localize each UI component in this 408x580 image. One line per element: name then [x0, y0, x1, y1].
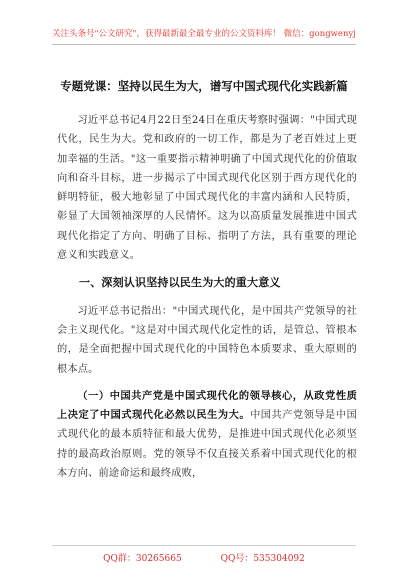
footer-divider: [52, 545, 356, 546]
paragraph-2: 习近平总书记指出："中国式现代化，是中国共产党领导的社会主义现代化。"这是对中国式现代化定性的话，是管总、管根本的，是全面把握中国式现代化的中国特色本质要求、重大原则的根本点。: [57, 305, 357, 375]
footer: [0, 551, 408, 564]
document-body: [57, 111, 357, 483]
paragraph-3-lead: （一）中国共产党是中国式现代化的领导核心，从政党性质上决定了中国式现代化必然以民生为大。: [57, 389, 357, 422]
footer-qq-number: QQ号：535304092: [220, 554, 305, 564]
paragraph-intro: 习近平总书记4月22日至24日在重庆考察时强调："中国式现代化，民生为大。党和政府的一切工作，都是为了老百姓过上更加幸福的生活。"这一重要指示精神明确了中国式现代化的价值取向和奋斗目标，进一步揭示了中国式现代化区别于西方现代化的鲜明特征，极大地彰显了中国式现代化的丰富内涵和人民特质，彰显了大国领袖深厚的人民情怀。这为以高质量发展推进中国式现代化指定了方向、明确了目标、指明了方法，具有重要的理论意义和实践意义。: [57, 115, 357, 262]
header-divider: [52, 44, 356, 45]
section-heading-1: 一、深刻认识坚持以民生为大的重大意义: [79, 276, 281, 290]
paragraph-3-text: 中国共产党领导是中国式现代化的最本质特征和最大优势，是推进中国式现代化必须坚持的最高政治原则。党的领导不仅直接关系着中国式现代化的根本方向、前途命运和最终成败，: [57, 410, 357, 480]
paragraph-3: [57, 387, 357, 483]
footer-qq-group: QQ群：30265665: [103, 554, 182, 564]
document-title: 专题党课：坚持以民生为大，谱写中国式现代化实践新篇: [60, 79, 348, 93]
header-promo-text: 关注头条号"公文研究"，获得最新最全最专业的公文资料库！ 微信：gongwenyj: [52, 29, 356, 39]
